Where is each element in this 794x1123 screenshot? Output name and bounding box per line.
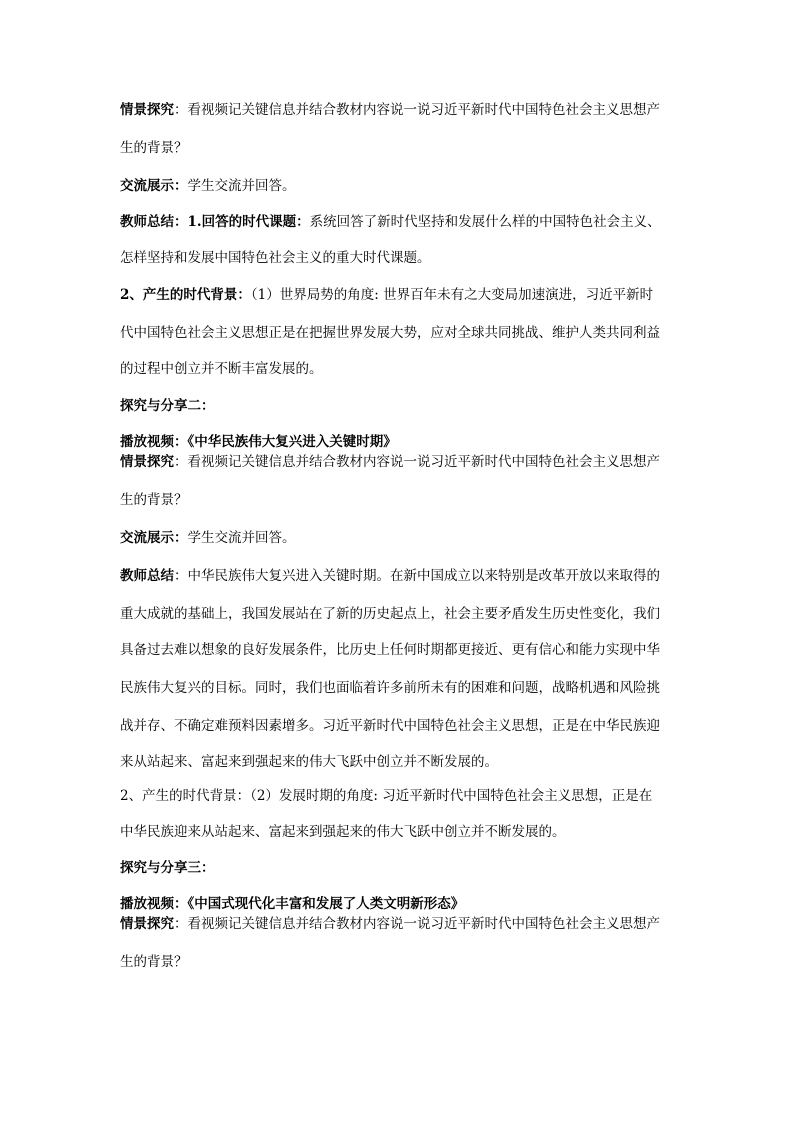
text-run: 生的背景？ [120, 492, 188, 508]
text-run: ：看视频记关键信息并结合教材内容说一说习近平新时代中国特色社会主义思想产 [174, 102, 660, 118]
text-run: ：看视频记关键信息并结合教材内容说一说习近平新时代中国特色社会主义思想产 [174, 916, 660, 932]
text-run: 学生交流并回答。 [187, 178, 296, 194]
text-run: 的过程中创立并不断丰富发展的。 [120, 361, 323, 377]
text-line [120, 285, 680, 305]
text-line [120, 100, 680, 120]
text-run: 代中国特色社会主义思想正是在把握世界发展大势，应对全球共同挑战、维护人类共同利益 [120, 325, 660, 341]
text-line [120, 138, 680, 158]
text-run: 怎样坚持和发展中国特色社会主义的重大时代课题。 [120, 250, 431, 266]
bold-text-run: 探究与分享二： [120, 398, 215, 414]
text-line [120, 396, 680, 416]
text-run: 战并存、不确定难预料因素增多。习近平新时代中国特色社会主义思想，正是在中华民族迎 [120, 718, 660, 734]
text-run: 学生交流并回答。 [187, 530, 296, 546]
text-run: 具备过去难以想象的良好发展条件，比历史上任何时期都更接近、更有信心和能力实现中华 [120, 642, 660, 658]
bold-text-run: 情景探究 [120, 916, 174, 932]
bold-text-run: 播放视频：《中华民族伟大复兴进入关键时期》 [120, 434, 397, 450]
text-line [120, 212, 680, 232]
text-run: （1）世界局势的角度: 世界百年未有之大变局加速演进，习近平新时 [250, 287, 654, 303]
text-line [120, 716, 680, 736]
text-line [120, 914, 680, 934]
text-line [120, 604, 680, 624]
bold-text-run: 教师总结 [120, 568, 174, 584]
bold-text-run: 2、产生的时代背景： [120, 287, 251, 303]
bold-text-run: 探究与分享三： [120, 860, 215, 876]
bold-text-run: 情景探究 [120, 454, 174, 470]
text-line [120, 786, 680, 806]
text-line [120, 822, 680, 842]
text-line [120, 248, 680, 268]
text-run: 民族伟大复兴的目标。同时，我们也面临着许多前所未有的困难和问题，战略机遇和风险挑 [120, 680, 660, 696]
text-line [120, 952, 680, 972]
text-run: 生的背景？ [120, 954, 188, 970]
text-line [120, 452, 680, 472]
bold-text-run: 情景探究 [120, 102, 174, 118]
bold-text-run: 交流展示： [120, 530, 188, 546]
text-line [120, 176, 680, 196]
text-run: 生的背景？ [120, 140, 188, 156]
text-run: 系统回答了新时代坚持和发展什么样的中国特色社会主义、 [309, 214, 661, 230]
text-line [120, 640, 680, 660]
text-line [120, 566, 680, 586]
text-run: 2、产生的时代背景：（2）发展时期的角度: 习近平新时代中国特色社会主义思想，正是在 [120, 788, 653, 804]
text-line [120, 894, 680, 914]
text-line [120, 432, 680, 452]
bold-text-run: 教师总结：1.回答的时代课题： [120, 214, 310, 230]
text-line [120, 752, 680, 772]
text-line [120, 678, 680, 698]
text-run: ：看视频记关键信息并结合教材内容说一说习近平新时代中国特色社会主义思想产 [174, 454, 660, 470]
bold-text-run: 播放视频：《中国式现代化丰富和发展了人类文明新形态》 [120, 896, 465, 912]
text-run: 中华民族迎来从站起来、富起来到强起来的伟大飞跃中创立并不断发展的。 [120, 824, 566, 840]
text-run: ：中华民族伟大复兴进入关键时期。在新中国成立以来特别是改革开放以来取得的 [174, 568, 660, 584]
text-line [120, 359, 680, 379]
text-line [120, 858, 680, 878]
bold-text-run: 交流展示： [120, 178, 188, 194]
text-run: 来从站起来、富起来到强起来的伟大飞跃中创立并不断发展的。 [120, 754, 498, 770]
text-line [120, 490, 680, 510]
text-line [120, 528, 680, 548]
text-run: 重大成就的基础上，我国发展站在了新的历史起点上，社会主要矛盾发生历史性变化，我们 [120, 606, 660, 622]
text-line [120, 323, 680, 343]
